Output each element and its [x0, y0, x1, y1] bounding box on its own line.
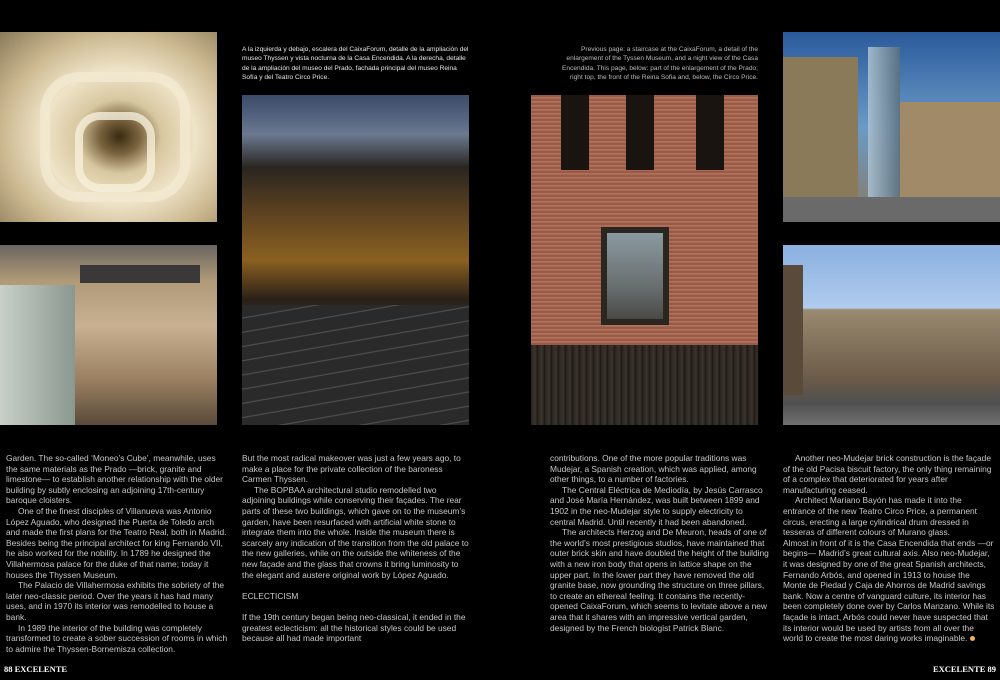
paragraph: If the 19th century began being neo-classical, it ended in the greatest eclecticism: all the historical styles could be used because all had made important [242, 611, 466, 644]
text-column-1 [6, 453, 228, 654]
paragraph: One of the finest disciples of Villanueva was Antonio López Aguado, who designed the Puerta de Toledo arch and made the first plans for the Teatro Real, both in Madrid. Besides being the principal architect for king Fernando VII, he also worked for the nobility. In 1789 he designed the Villahermosa palace for the duke of that name; today it houses the Thyssen Museum. [6, 505, 227, 580]
caption-spanish: A la izquierda y debajo, escalera del CaixaForum, detalle de la ampliación del museo Thyssen y vista nocturna de la Casa Encendida. A la derecha, detalle de la ampliación del museo del Prado, fachada principal del museo Reina Sofía y del Teatro Circo Price. [242, 46, 469, 82]
paragraph: contributions. One of the more popular traditions was Mudejar, a Spanish creation, which was applied, among other things, to a number of factories. [550, 453, 757, 485]
page-number-left: 88 EXCELENTE [4, 664, 68, 674]
page-number-right: EXCELENTE 89 [932, 664, 996, 674]
paragraph: Almost in front of it is the Casa Encendida that ends —or begins— Madrid’s great cultural axis. Also neo-Mudejar, it was designed by one of the great Spanish architects, Fernando Arbós, and opened in 1913 to house the Monte de Piedad y Caja de Ahorros de Madrid savings bank. Now a centre of vanguard culture, its interior has been completely done over by Carlos Manzano. While its façade is intact, Arbós could never have suspected that its interior would be used by artists from all over the world to create the most daring works imaginable. [783, 537, 995, 644]
photo-prado-enlargement-brick [531, 95, 758, 425]
text-column-2 [242, 453, 470, 644]
paragraph: In 1989 the interior of the building was completely transformed to create a sober succession of rooms in which to admire the Thyssen-Bornemisza collection. [6, 622, 228, 654]
section-heading: ECLECTICISM [242, 590, 299, 601]
paragraph: Another neo-Mudejar brick construction is the façade of the old Pacisa biscuit factory, the only thing remaining of a complex that deteriorated for years after manufacturing ceased. [783, 453, 992, 495]
photo-casa-encendida-night [242, 95, 469, 425]
photo-reina-sofia [783, 32, 1000, 222]
paragraph: But the most radical makeover was just a few years ago, to make a place for the private collection of the baroness Carmen Thyssen. [242, 453, 461, 485]
end-mark-icon [970, 636, 975, 641]
paragraph: Architect Mariano Bayón has made it into the entrance of the new Teatro Circo Price, a permanent circus, erecting a large cylindrical drum dressed in tesseras of different colours of Murano glass. [783, 495, 977, 538]
paragraph: Garden. The so-called ‘Moneo’s Cube’, meanwhile, uses the same materials as the Prado —brick, granite and limestone— to establish another relationship with the older building by subtly enclosing an adjoining 17th-century baroque cloisters. [6, 453, 223, 506]
text-column-3 [550, 453, 770, 633]
paragraph: The BOPBAA architectural studio remodelled two adjoining buildings while conserving their façades. The rear parts of these two buildings, which gave on to the museum’s garden, have been resurfaced with artificial white stone to integrate them into the whole. Inside the museum there is scarcely any indication of the transition from the old palace to the new galleries, while on the outside the whiteness of the new façade and the glass that crowns it bring luminosity to the elegant and austere original work by López Aguado. [242, 484, 469, 580]
photo-teatro-circo-price [783, 245, 1000, 425]
caption-english: Previous page: a staircase at the CaixaForum, a detail of the enlargement of the Tyssen Museum, and a night view of the Casa Encendida. This page, below: part of the enlargement of the Prado; right top, the front of the Reina Sofia and, below, the Circo Price. [562, 46, 758, 82]
text-column-4 [783, 453, 995, 644]
paragraph: The architects Herzog and De Meuron, heads of one of the world’s most prestigious studios, have maintained that outer brick skin and have doubled the height of the building with a new iron body that opens in lattice shape on the upper part. In the lower part they have removed the old granite base, now grounding the structure on three pillars, to create an ethereal feeling. It contains the recently-opened CaixaForum, which seems to levitate above a new area that it shares with an impressive vertical garden, designed by the French biologist Patrick Blanc. [550, 527, 769, 633]
paragraph: The Central Eléctrica de Mediodía, by Jesús Carrasco and José María Hernández, was built between 1899 and 1902 in the neo-Mudejar style to supply electricity to central Madrid. Until recently it had been abandoned. [550, 484, 763, 527]
photo-caixaforum-staircase [0, 32, 217, 222]
photo-thyssen-enlargement [0, 245, 217, 425]
paragraph: The Palacio de Villahermosa exhibits the sobriety of the later neo-classic period. Over the years it has had many uses, and in 1970 its interior was remodelled to house a bank. [6, 580, 225, 622]
